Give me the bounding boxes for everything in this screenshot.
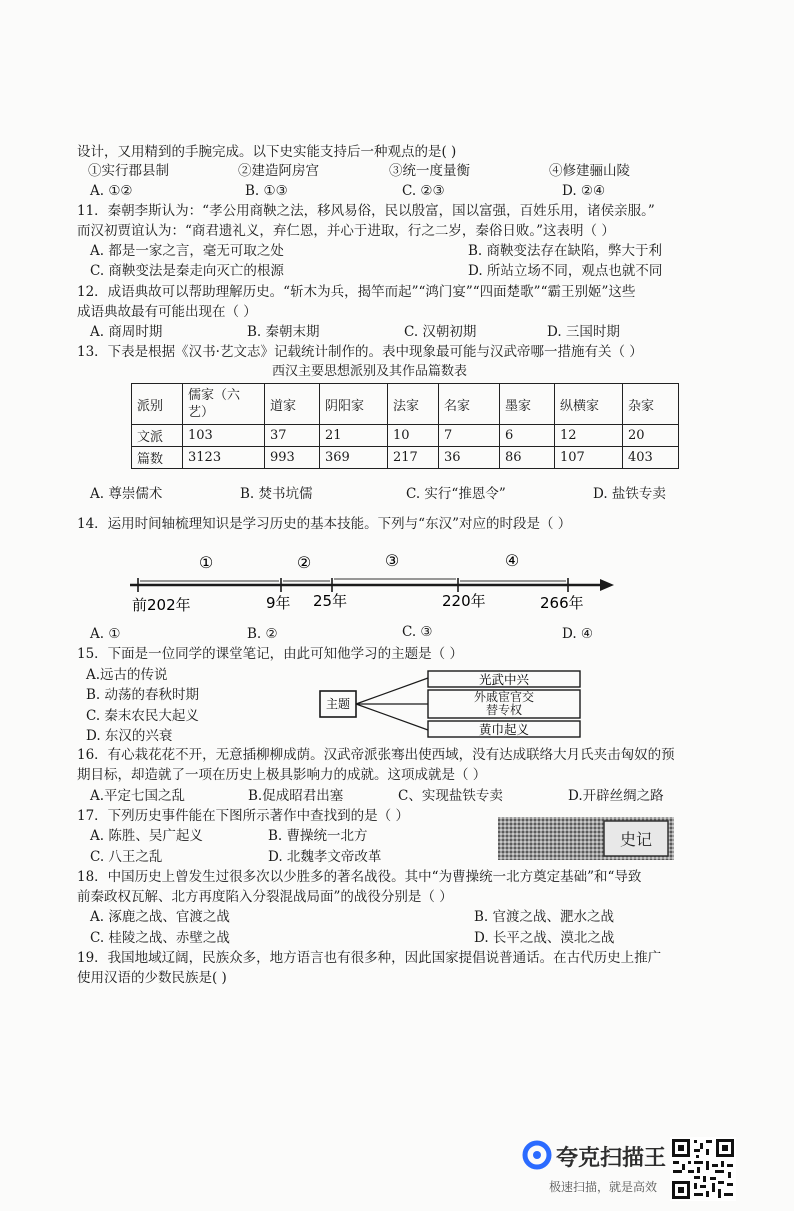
q16-option-b: B.促成昭君出塞 <box>248 788 344 804</box>
table-cell: 403 <box>623 447 679 469</box>
table-cell: 20 <box>623 425 679 447</box>
q14-option-a: A. ① <box>90 626 121 642</box>
q16-stem-1: 16．有心栽花花不开，无意插柳柳成荫。汉武帝派张骞出使西域，没有达成联络大月氏夹击匈奴的预 <box>77 747 675 763</box>
q10-option-c: C. ②③ <box>402 183 445 199</box>
timeline-segment-label: ② <box>296 553 312 572</box>
table-caption: 西汉主要思想派别及其作品篇数表 <box>272 364 468 379</box>
q19-stem-2: 使用汉语的少数民族是( ) <box>77 970 227 986</box>
q18-stem-1: 18．中国历史上曾发生过很多次以少胜多的著名战役。其中“为曹操统一北方奠定基础”和“导致 <box>77 869 642 885</box>
q18-option-d: D. 长平之战、漠北之战 <box>474 930 615 946</box>
q19-stem-1: 19．我国地域辽阔，民族众多，地方语言也有很多种，因此国家提倡说普通话。在古代历史上推广 <box>77 950 662 966</box>
q14-option-b: B. ② <box>247 626 278 642</box>
timeline-year: 9年 <box>266 594 291 612</box>
q10-statement-4: ④修建骊山陵 <box>549 163 630 179</box>
school-works-table <box>131 383 679 469</box>
table-cell: 103 <box>183 425 265 447</box>
class-note-diagram <box>318 670 588 738</box>
table-header-cell: 墨家 <box>500 384 555 425</box>
q13-option-c: C. 实行“推恩令” <box>406 486 506 502</box>
q11-option-a: A. 都是一家之言，毫无可取之处 <box>90 243 284 259</box>
table-header-cell: 儒家（六艺） <box>183 384 265 425</box>
table-cell: 36 <box>439 447 500 469</box>
q10-option-a: A. ①② <box>90 183 133 199</box>
q13-option-d: D. 盐铁专卖 <box>593 486 666 502</box>
q10-option-d: D. ②④ <box>562 183 606 199</box>
q13-stem: 13．下表是根据《汉书·艺文志》记载统计制作的。表中现象最可能与汉武帝哪一措施有关（ ） <box>77 344 643 360</box>
timeline-arrow-icon <box>600 579 614 591</box>
table-header-cell: 法家 <box>388 384 439 425</box>
q16-option-a: A.平定七国之乱 <box>90 788 186 804</box>
topic-label: 主题 <box>325 697 351 711</box>
q17-option-a: A. 陈胜、吴广起义 <box>90 828 203 844</box>
q17-option-b: B. 曹操统一北方 <box>268 828 368 844</box>
q12-option-c: C. 汉朝初期 <box>404 324 477 340</box>
timeline-year: 266年 <box>540 594 584 612</box>
q17-option-c: C. 八王之乱 <box>90 849 163 865</box>
q15-option-b: B. 动荡的春秋时期 <box>86 687 200 703</box>
q11-option-b: B. 商鞅变法存在缺陷，弊大于利 <box>468 243 663 259</box>
table-cell: 12 <box>555 425 623 447</box>
q13-option-a: A. 尊崇儒术 <box>90 486 163 502</box>
q14-stem: 14．运用时间轴梳理知识是学习历史的基本技能。下列与“东汉”对应的时段是（ ） <box>77 516 572 532</box>
table-cell: 6 <box>500 425 555 447</box>
table-cell: 369 <box>320 447 388 469</box>
q16-option-d: D.开辟丝绸之路 <box>568 788 664 804</box>
timeline-segment-label: ① <box>198 553 214 572</box>
q16-stem-2: 期目标，却造就了一项在历史上极具影响力的成就。这项成就是（ ） <box>77 767 487 783</box>
scanner-logo-icon <box>522 1140 552 1170</box>
q11-stem-1: 11．秦朝李斯认为：“孝公用商鞅之法，移风易俗，民以殷富，国以富强，百姓乐用，诸侯亲服。” <box>77 203 655 219</box>
q15-option-a: A.远古的传说 <box>86 667 168 683</box>
timeline-segment-label: ④ <box>504 551 520 570</box>
timeline-year: 25年 <box>313 592 348 610</box>
q17-stem: 17．下列历史事件能在下图所示著作中查找到的是（ ） <box>77 808 409 824</box>
q10-option-b: B. ①③ <box>245 183 288 199</box>
table-cell: 3123 <box>183 447 265 469</box>
table-cell: 7 <box>439 425 500 447</box>
q12-stem-2: 成语典故最有可能出现在（ ） <box>77 304 257 320</box>
table-cell: 21 <box>320 425 388 447</box>
table-cell: 107 <box>555 447 623 469</box>
table-row <box>132 447 679 469</box>
table-cell: 993 <box>265 447 320 469</box>
q10-statement-2: ②建造阿房宫 <box>238 163 319 179</box>
timeline-segment-label: ③ <box>384 551 400 570</box>
book-title: 史记 <box>619 830 653 849</box>
q16-option-c: C、实现盐铁专卖 <box>398 788 503 804</box>
q15-option-d: D. 东汉的兴衰 <box>86 728 173 744</box>
table-cell: 篇数 <box>132 447 183 469</box>
table-header-row <box>132 384 679 425</box>
q15-option-c: C. 秦末农民大起义 <box>86 708 199 724</box>
table-header-cell: 名家 <box>439 384 500 425</box>
shiji-book-image <box>498 815 674 862</box>
q10-statement-1: ①实行郡县制 <box>88 163 169 179</box>
scanner-slogan: 极速扫描，就是高效 <box>549 1180 658 1194</box>
table-cell: 37 <box>265 425 320 447</box>
note-item: 黄巾起义 <box>478 722 530 737</box>
table-cell: 10 <box>388 425 439 447</box>
table-cell: 217 <box>388 447 439 469</box>
q14-option-d: D. ④ <box>562 626 594 642</box>
table-header-cell: 道家 <box>265 384 320 425</box>
q10-stem-end: 设计，又用精到的手腕完成。以下史实能支持后一种观点的是( ) <box>77 144 457 160</box>
table-cell: 文派 <box>132 425 183 447</box>
q11-stem-2: 而汉初贾谊认为：“商君遗礼义，弃仁恩，并心于进取，行之二岁，秦俗日败。”这表明（ ） <box>77 223 615 239</box>
q18-option-a: A. 涿鹿之战、官渡之战 <box>90 909 230 925</box>
q12-option-d: D. 三国时期 <box>547 324 620 340</box>
q18-option-c: C. 桂陵之战、赤壁之战 <box>90 930 230 946</box>
q11-option-d: D. 所站立场不同，观点也就不同 <box>468 263 663 279</box>
timeline-year: 220年 <box>442 592 486 610</box>
note-item: 光武中兴 <box>478 672 530 687</box>
q14-option-c: C. ③ <box>402 624 433 640</box>
q15-stem: 15．下面是一位同学的课堂笔记，由此可知他学习的主题是（ ） <box>77 646 463 662</box>
q12-stem-1: 12．成语典故可以帮助理解历史。“斩木为兵，揭竿而起”“鸿门宴”“四面楚歌”“霸王别姬”这些 <box>77 284 636 300</box>
q18-stem-2: 前秦政权瓦解、北方再度陷入分裂混战局面”的战役分别是（ ） <box>77 889 453 905</box>
timeline-year: 前202年 <box>132 596 191 614</box>
note-item: 外戚宦官交替专权 <box>473 690 534 717</box>
q18-option-b: B. 官渡之战、淝水之战 <box>474 909 615 925</box>
table-header-cell: 纵横家 <box>555 384 623 425</box>
qr-code-icon <box>670 1137 736 1201</box>
q12-option-b: B. 秦朝末期 <box>247 324 320 340</box>
table-header-cell: 杂家 <box>623 384 679 425</box>
q17-option-d: D. 北魏孝文帝改革 <box>268 849 382 865</box>
q13-option-b: B. 焚书坑儒 <box>240 486 313 502</box>
q12-option-a: A. 商周时期 <box>90 324 163 340</box>
table-header-cell: 阴阳家 <box>320 384 388 425</box>
table-cell: 86 <box>500 447 555 469</box>
scanner-brand: 夸克扫描王 <box>556 1146 667 1171</box>
q11-option-c: C. 商鞅变法是秦走向灭亡的根源 <box>90 263 284 279</box>
timeline-diagram <box>124 548 624 618</box>
table-row <box>132 425 679 447</box>
table-header-cell: 派别 <box>132 384 183 425</box>
q10-statement-3: ③统一度量衡 <box>389 163 470 179</box>
